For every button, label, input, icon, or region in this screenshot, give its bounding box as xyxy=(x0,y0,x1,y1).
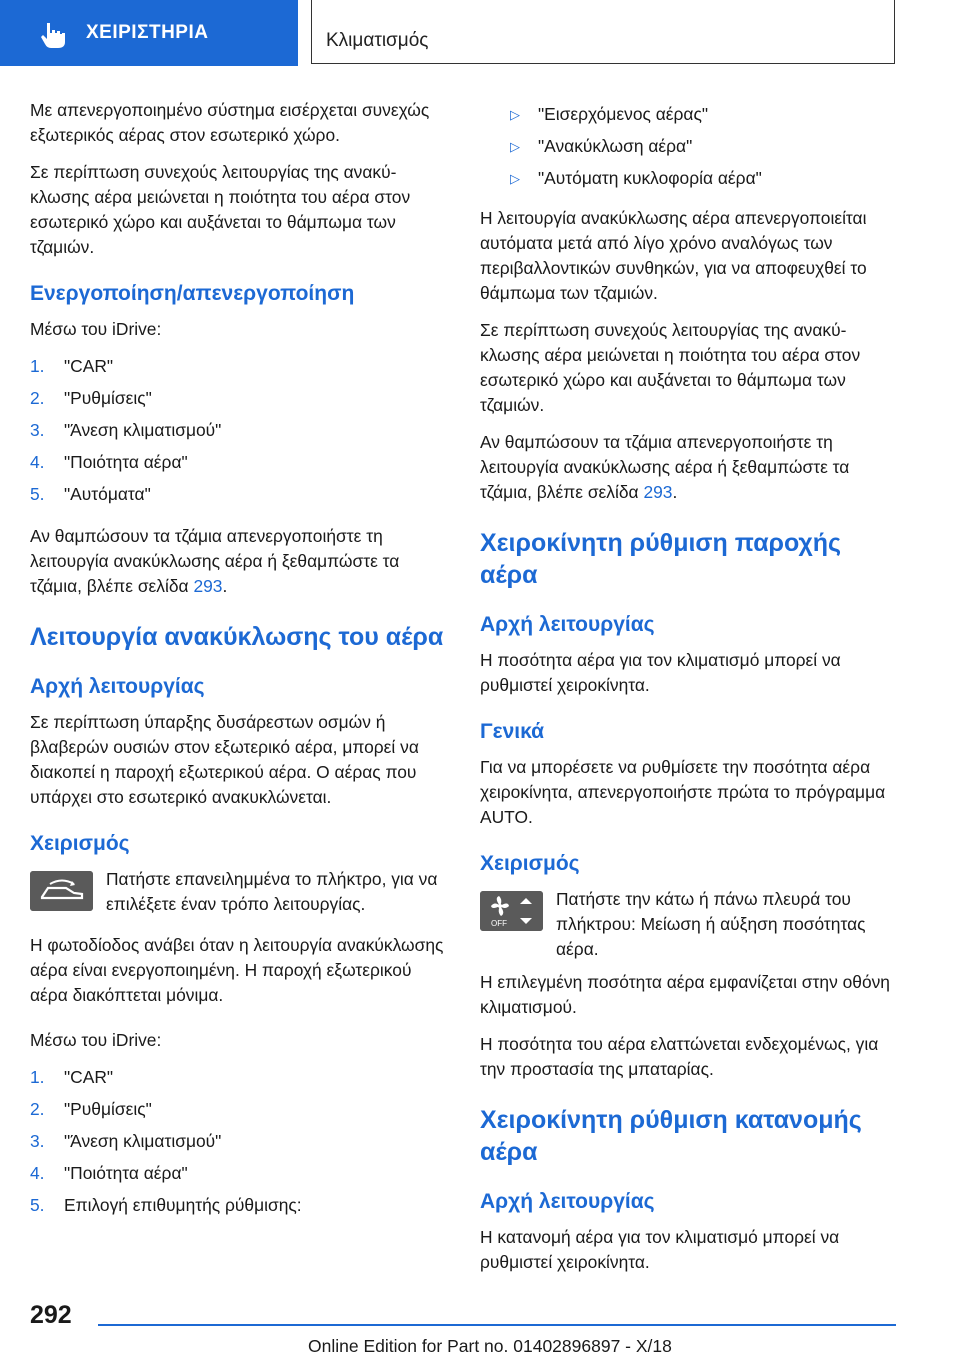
paragraph: Σε περίπτωση ύπαρξης δυσάρεστων οσμών ή βλαβερών ουσιών στον εξωτερικό αέρα, μπορεί να διακοπεί η παροχή εξωτερικού αέρα. Ο αέρας που υπάρχει στο εσωτερικό ανακυκλώνεται. xyxy=(30,712,419,807)
step-number: 4. xyxy=(30,1163,45,1183)
text: . xyxy=(672,482,678,502)
heading-principle: Αρχή λειτουργίας xyxy=(30,675,205,698)
list-item xyxy=(480,166,900,198)
paragraph: Μέσω του iDrive: xyxy=(30,1030,162,1050)
option-text: "Αυτόματη κυκλοφορία αέρα" xyxy=(538,168,762,188)
list-item xyxy=(30,482,450,514)
paragraph xyxy=(30,524,450,599)
paragraph: Πατήστε την κάτω ή πάνω πλευρά του πλήκτρου: Μείωση ή αύξηση ποσότητας αέρα. xyxy=(556,889,866,959)
paragraph: Η ποσότητα αέρα για τον κλιματισμό μπορεί να ρυθμιστεί χειροκίνητα. xyxy=(480,650,841,695)
page-link-293[interactable]: 293 xyxy=(193,576,223,596)
heading-principle: Αρχή λειτουργίας xyxy=(480,1190,655,1213)
list-item xyxy=(30,1161,450,1193)
option-text: "Εισερχόμενος αέρας" xyxy=(538,104,709,124)
hand-pointer-icon xyxy=(38,20,68,50)
heading-activation: Ενεργοποίηση/απενεργοποίηση xyxy=(30,282,355,305)
step-text: "Άνεση κλιματισμού" xyxy=(64,1131,222,1151)
option-text: "Ανακύκλωση αέρα" xyxy=(538,136,693,156)
heading-operation: Χειρισμός xyxy=(480,852,580,875)
page-number: 292 xyxy=(30,1301,72,1329)
triangle-bullet-icon: ▷ xyxy=(510,139,520,154)
paragraph: Πατήστε επανειλημμένα το πλήκτρο, για να επιλέξετε έναν τρόπο λειτουργίας. xyxy=(106,869,438,914)
paragraph: Σε περίπτωση συνεχούς λειτουργίας της ανακύκλωσης αέρα μειώνεται η ποιότητα του αέρα στον εσωτερικό χώρο και αυξάνεται το θάμπωμα των τζαμιών. xyxy=(480,320,861,415)
list-item xyxy=(480,134,900,166)
triangle-bullet-icon: ▷ xyxy=(510,171,520,186)
paragraph: Για να μπορέσετε να ρυθμίσετε την ποσότητα αέρα χειροκίνητα, απενεργοποιήστε πρώτα το πρόγραμμα AUTO. xyxy=(480,757,886,827)
step-list-1 xyxy=(30,354,450,514)
list-item xyxy=(30,1193,450,1225)
list-item xyxy=(30,450,450,482)
step-number: 5. xyxy=(30,484,45,504)
heading-operation: Χειρισμός xyxy=(30,832,130,855)
paragraph xyxy=(480,430,900,505)
step-number: 2. xyxy=(30,1099,45,1119)
step-text: "CAR" xyxy=(64,356,114,376)
paragraph: Η ποσότητα του αέρα ελαττώνεται ενδεχομένως, για την προστασία της μπαταρίας. xyxy=(480,1034,879,1079)
step-text: "CAR" xyxy=(64,1067,114,1087)
list-item xyxy=(30,1065,450,1097)
chapter-tab xyxy=(0,0,298,66)
step-text: "Ρυθμίσεις" xyxy=(64,388,152,408)
fan-speed-button-icon xyxy=(480,891,543,931)
step-text: "Ρυθμίσεις" xyxy=(64,1099,152,1119)
edition-note: Online Edition for Part no. 01402896897 - X/18 xyxy=(308,1336,672,1356)
step-number: 5. xyxy=(30,1195,45,1215)
list-item xyxy=(30,418,450,450)
list-item xyxy=(30,1129,450,1161)
paragraph: Η κατανομή αέρα για τον κλιματισμό μπορεί να ρυθμιστεί χειροκίνητα. xyxy=(480,1227,840,1272)
step-text: "Ποιότητα αέρα" xyxy=(64,1163,188,1183)
step-text: Επιλογή επιθυμητής ρύθμισης: xyxy=(64,1195,302,1215)
paragraph: Η λειτουργία ανακύκλωσης αέρα απενεργοποιείται αυτόματα μετά από λίγο χρόνο αναλόγως των περιβαλλοντικών συνθηκών, για να αποφευχθεί το θάμπωμα των τζαμιών. xyxy=(480,208,867,303)
paragraph: Σε περίπτωση συνεχούς λειτουργίας της ανακύκλωσης αέρα μειώνεται η ποιότητα του αέρα στον εσωτερικό χώρο και αυξάνεται το θάμπωμα των τζαμιών. xyxy=(30,162,411,257)
step-number: 1. xyxy=(30,1067,45,1087)
triangle-bullet-icon: ▷ xyxy=(510,107,520,122)
paragraph: Η φωτοδίοδος ανάβει όταν η λειτουργία ανακύκλωσης αέρα είναι ενεργοποιημένη. Η παροχή εξωτερικού αέρα διακόπτεται μόνιμα. xyxy=(30,935,444,1005)
heading-manual-air-distribution: Χειροκίνητη ρύθμιση κατανομής αέρα xyxy=(480,1106,862,1166)
paragraph: Με απενεργοποιημένο σύστημα εισέρχεται συνεχώς εξωτερικός αέρας στον εσωτερικό χώρο. xyxy=(30,100,430,145)
list-item xyxy=(30,386,450,418)
step-text: "Άνεση κλιματισμού" xyxy=(64,420,222,440)
heading-recirculation: Λειτουργία ανακύκλωσης του αέρα xyxy=(30,623,444,651)
list-item xyxy=(30,1097,450,1129)
step-number: 1. xyxy=(30,356,45,376)
recirculation-button-row xyxy=(30,867,450,925)
right-column xyxy=(480,102,900,1287)
text: Αν θαμπώσουν τα τζάμια απενεργοποιήστε τη λειτουργία ανακύκλωσης αέρα ή ξεθαμπώστε τα τζάμια, βλέπε σελίδα xyxy=(480,432,850,502)
step-list-2 xyxy=(30,1065,450,1225)
fan-button-row xyxy=(480,887,900,962)
paragraph: Μέσω του iDrive: xyxy=(30,319,162,339)
text: Αν θαμπώσουν τα τζάμια απενεργοποιήστε τη λειτουργία ανακύκλωσης αέρα ή ξεθαμπώστε τα τζάμια, βλέπε σελίδα xyxy=(30,526,400,596)
step-text: "Ποιότητα αέρα" xyxy=(64,452,188,472)
option-list xyxy=(480,102,900,198)
step-number: 2. xyxy=(30,388,45,408)
left-column xyxy=(30,98,450,1235)
footer-divider xyxy=(98,1324,896,1326)
chapter-title: ΧΕΙΡΙΣΤΗΡΙΑ xyxy=(86,22,209,43)
section-title: Κλιματισμός xyxy=(326,30,429,51)
heading-manual-air-flow: Χειροκίνητη ρύθμιση παροχής αέρα xyxy=(480,529,842,589)
page-header xyxy=(0,0,960,66)
heading-general: Γενικά xyxy=(480,720,545,743)
list-item xyxy=(30,354,450,386)
page-link-293[interactable]: 293 xyxy=(643,482,673,502)
fan-off-label: OFF xyxy=(491,919,507,928)
heading-principle: Αρχή λειτουργίας xyxy=(480,613,655,636)
recirculation-button-icon xyxy=(30,871,93,911)
step-number: 4. xyxy=(30,452,45,472)
text: . xyxy=(222,576,228,596)
step-number: 3. xyxy=(30,1131,45,1151)
section-tab xyxy=(311,0,895,64)
step-text: "Αυτόματα" xyxy=(64,484,151,504)
paragraph: Η επιλεγμένη ποσότητα αέρα εμφανίζεται στην οθόνη κλιματισμού. xyxy=(480,972,890,1017)
step-number: 3. xyxy=(30,420,45,440)
list-item xyxy=(480,102,900,134)
